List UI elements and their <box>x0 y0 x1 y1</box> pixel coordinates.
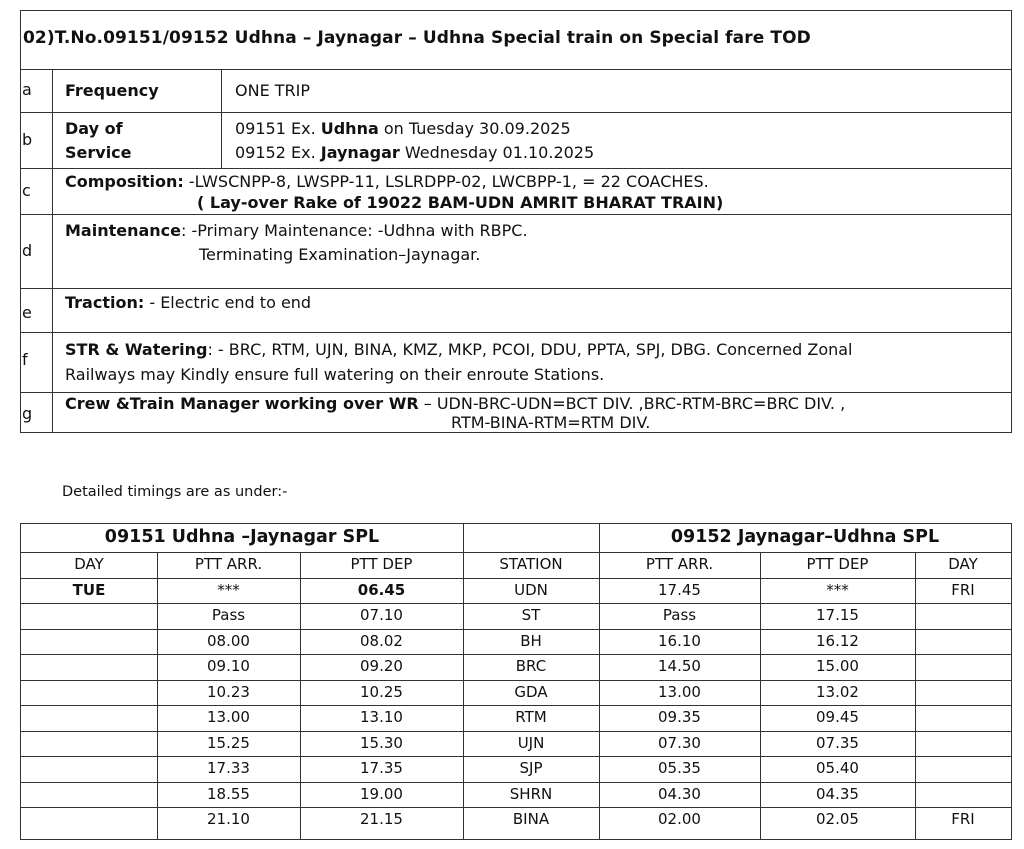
down-arrival: 15.25 <box>207 733 250 752</box>
down-departure: 19.00 <box>360 784 403 803</box>
up-arrival: 14.50 <box>658 657 701 675</box>
row-divider <box>21 807 1011 808</box>
row-divider <box>21 629 1011 630</box>
document-title: 02)T.No.09151/09152 Udhna – Jaynagar – Udhna Special train on Special fare TOD <box>23 28 811 48</box>
timings-table <box>20 523 1012 840</box>
info-row-maintenance <box>21 214 1011 288</box>
composition-layover-note: ( Lay-over Rake of 19022 BAM-UDN AMRIT BHARAT TRAIN) <box>197 193 724 212</box>
down-departure: 10.25 <box>360 682 403 701</box>
row-divider <box>21 552 1011 553</box>
info-row-day-of-service <box>21 112 1011 169</box>
up-arrival: 16.10 <box>658 631 701 650</box>
up-departure: 04.35 <box>816 784 859 803</box>
info-row-traction <box>21 288 1011 332</box>
up-departure: 02.05 <box>816 810 859 828</box>
origin-station: Jaynagar <box>320 143 400 162</box>
up-departure: 13.02 <box>816 682 859 701</box>
row-divider <box>21 756 1011 757</box>
row-letter: f <box>22 350 28 369</box>
down-departure: 07.10 <box>360 606 403 624</box>
station-code: SHRN <box>509 784 553 803</box>
station-code: BRC <box>515 657 547 675</box>
down-arrival: Pass <box>211 606 246 624</box>
up-departure: 15.00 <box>816 657 859 675</box>
down-departure: 17.35 <box>360 759 403 777</box>
down-departure: 13.10 <box>360 708 403 726</box>
station-code: UDN <box>514 580 548 599</box>
info-row-crew <box>21 392 1011 433</box>
down-arrival: 08.00 <box>207 631 250 650</box>
down-arrival: 21.10 <box>207 810 250 828</box>
up-departure: *** <box>826 580 849 599</box>
day-of-service-label-line2: Service <box>65 143 132 162</box>
terminating-examination: Terminating Examination–Jaynagar. <box>199 245 481 264</box>
up-departure: 09.45 <box>816 708 859 726</box>
down-arrival: *** <box>217 580 240 599</box>
crew-text-line2: RTM-BINA-RTM=RTM DIV. <box>451 413 651 432</box>
up-arrival: 04.30 <box>658 784 701 803</box>
down-arrival: 17.33 <box>207 759 250 777</box>
station-code: RTM <box>515 708 547 726</box>
timings-intro: Detailed timings are as under:- <box>62 484 288 500</box>
up-arrival: Pass <box>662 606 697 624</box>
up-arrival: 13.00 <box>658 682 701 701</box>
up-arrival: 17.45 <box>658 580 701 599</box>
train-info-table <box>20 10 1012 433</box>
str-watering-text: STR & Watering: - BRC, RTM, UJN, BINA, KMZ, MKP, PCOI, DDU, PPTA, SPJ, DBG. Concerned Zonal <box>65 340 853 359</box>
service-line-09152: 09152 Ex. Jaynagar Wednesday 01.10.2025 <box>235 143 595 162</box>
up-departure: 16.12 <box>816 631 859 650</box>
station-code: GDA <box>514 682 548 701</box>
row-divider <box>21 654 1011 655</box>
service-line-09151: 09151 Ex. Udhna on Tuesday 30.09.2025 <box>235 119 571 138</box>
up-day: FRI <box>951 580 975 599</box>
row-divider <box>21 731 1011 732</box>
station-code: ST <box>521 606 541 624</box>
up-departure: 07.35 <box>816 733 859 752</box>
up-train-title: 09152 Jaynagar–Udhna SPL <box>670 527 940 547</box>
column-header: DAY <box>74 555 104 573</box>
down-train-title: 09151 Udhna –Jaynagar SPL <box>104 527 380 547</box>
up-arrival: 09.35 <box>658 708 701 726</box>
station-code: UJN <box>517 733 545 752</box>
down-departure: 08.02 <box>360 631 403 650</box>
traction-text: Traction: - Electric end to end <box>65 293 312 312</box>
down-arrival: 10.23 <box>207 682 250 701</box>
column-divider <box>221 70 222 113</box>
up-departure: 17.15 <box>816 606 859 624</box>
down-departure: 06.45 <box>357 580 406 599</box>
up-arrival: 05.35 <box>658 759 701 777</box>
column-header: PTT DEP <box>350 555 413 573</box>
down-departure: 15.30 <box>360 733 403 752</box>
column-divider <box>221 113 222 169</box>
row-divider <box>21 603 1011 604</box>
down-arrival: 09.10 <box>207 657 250 675</box>
info-row-composition <box>21 168 1011 215</box>
row-divider <box>21 578 1011 579</box>
station-code: SJP <box>519 759 543 777</box>
column-header: PTT DEP <box>806 555 869 573</box>
station-code: BINA <box>512 810 550 828</box>
row-divider <box>21 705 1011 706</box>
info-row-frequency <box>21 69 1011 113</box>
row-letter: g <box>22 404 33 423</box>
down-departure: 21.15 <box>360 810 403 828</box>
day-of-service-label-line1: Day of <box>65 119 123 138</box>
row-divider <box>21 680 1011 681</box>
maintenance-text: Maintenance: -Primary Maintenance: -Udhna with RBPC. <box>65 221 528 240</box>
crew-text: Crew &Train Manager working over WR – UDN-BRC-UDN=BCT DIV. ,BRC-RTM-BRC=BRC DIV. , <box>65 394 846 413</box>
station-code: BH <box>520 631 542 650</box>
down-arrival: 18.55 <box>207 784 250 803</box>
column-header: DAY <box>948 555 978 573</box>
up-arrival: 02.00 <box>658 810 701 828</box>
row-letter: b <box>22 130 33 149</box>
row-letter: c <box>22 181 31 200</box>
column-header: PTT ARR. <box>194 555 263 573</box>
up-departure: 05.40 <box>816 759 859 777</box>
str-watering-note: Railways may Kindly ensure full watering on their enroute Stations. <box>65 365 605 384</box>
column-header: STATION <box>499 555 563 573</box>
row-letter: d <box>22 241 33 260</box>
frequency-label: Frequency <box>65 81 159 100</box>
row-letter: a <box>22 80 32 99</box>
composition-text: Composition: -LWSCNPP-8, LWSPP-11, LSLRDPP-02, LWCBPP-1, = 22 COACHES. <box>65 172 709 191</box>
down-arrival: 13.00 <box>207 708 250 726</box>
up-arrival: 07.30 <box>658 733 701 752</box>
column-header: PTT ARR. <box>645 555 714 573</box>
frequency-value: ONE TRIP <box>235 81 311 100</box>
row-divider <box>21 782 1011 783</box>
origin-station: Udhna <box>320 119 379 138</box>
down-departure: 09.20 <box>360 657 403 675</box>
down-day: TUE <box>72 580 106 599</box>
up-day: FRI <box>951 810 975 828</box>
row-letter: e <box>22 303 32 322</box>
info-row-str-watering <box>21 332 1011 393</box>
